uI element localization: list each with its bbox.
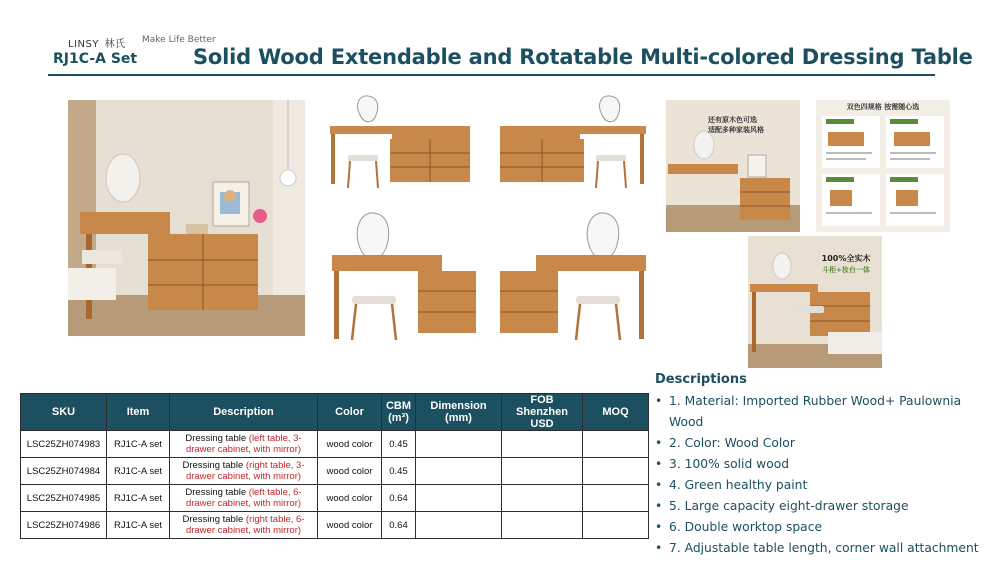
cell-item: RJ1C-A set <box>107 458 170 485</box>
inset-text-2: 适配多种家装风格 <box>708 126 764 134</box>
cell-sku: LSC25ZH074983 <box>21 431 107 458</box>
header-color: Color <box>318 394 382 431</box>
descriptions-list <box>655 391 985 559</box>
list-item: • 7. Adjustable table length, corner wall attachment <box>655 538 985 559</box>
cell-sku: LSC25ZH074986 <box>21 512 107 539</box>
cell-item: RJ1C-A set <box>107 431 170 458</box>
cell-item: RJ1C-A set <box>107 485 170 512</box>
cell-moq <box>583 485 649 512</box>
header-description: Description <box>170 394 318 431</box>
brand-logo <box>68 35 126 50</box>
desc-detail: (left table, 3-drawer cabinet, with mirror) <box>185 433 302 455</box>
header-cbm: CBM (m³) <box>382 394 416 431</box>
cell-dimension <box>416 512 502 539</box>
page-title: Solid Wood Extendable and Rotatable Multi-colored Dressing Table <box>193 45 973 69</box>
inset-tag-sub: 斗柜+妆台一体 <box>822 266 870 274</box>
cell-dimension <box>416 458 502 485</box>
header-sku: SKU <box>21 394 107 431</box>
cell-moq <box>583 458 649 485</box>
list-item: • 4. Green healthy paint <box>655 475 985 496</box>
header-dimension: Dimension (mm) <box>416 394 502 431</box>
cell-dimension <box>416 431 502 458</box>
desc-main: Dressing table <box>185 433 247 444</box>
header-item: Item <box>107 394 170 431</box>
cell-fob <box>502 431 583 458</box>
desc-main: Dressing table <box>182 460 244 471</box>
desc-detail: (left table, 6-drawer cabinet, with mirror) <box>185 487 302 509</box>
list-item: • 1. Material: Imported Rubber Wood+ Paulownia Wood <box>655 391 985 433</box>
inset-text-1: 还有原木色可选 <box>708 116 757 124</box>
cell-color: wood color <box>318 431 382 458</box>
cell-cbm: 0.64 <box>382 512 416 539</box>
cell-color: wood color <box>318 512 382 539</box>
table-header-row <box>21 394 649 431</box>
inset-title: 双色四规格 按需随心选 <box>846 103 920 111</box>
table-row <box>21 431 649 458</box>
list-item: • 2. Color: Wood Color <box>655 433 985 454</box>
cell-description <box>170 458 318 485</box>
brand-name-cn: 林氏 <box>104 39 126 50</box>
product-spec-table <box>20 393 649 539</box>
cell-fob <box>502 512 583 539</box>
cell-sku: LSC25ZH074985 <box>21 485 107 512</box>
product-image-right-6-drawer <box>498 208 648 344</box>
cell-description <box>170 512 318 539</box>
cell-item: RJ1C-A set <box>107 512 170 539</box>
desc-main: Dressing table <box>185 487 247 498</box>
cell-cbm: 0.45 <box>382 431 416 458</box>
list-item: • 5. Large capacity eight-drawer storage <box>655 496 985 517</box>
cell-cbm: 0.45 <box>382 458 416 485</box>
inset-tag: 100%全实木 <box>821 254 871 263</box>
inset-spec-chart <box>816 100 950 232</box>
desc-detail: (right table, 3-drawer cabinet, with mirror) <box>185 460 305 482</box>
cell-cbm: 0.64 <box>382 485 416 512</box>
product-image-left-3-drawer <box>328 93 480 190</box>
brand-name: LINSY <box>68 39 99 50</box>
table-row <box>21 485 649 512</box>
table-row <box>21 458 649 485</box>
header-fob: FOB Shenzhen USD <box>502 394 583 431</box>
cell-color: wood color <box>318 485 382 512</box>
cell-dimension <box>416 485 502 512</box>
brand-slogan: Make Life Better <box>142 35 216 45</box>
cell-description <box>170 431 318 458</box>
table-row <box>21 512 649 539</box>
inset-photo-room <box>666 100 800 232</box>
list-item: • 6. Double worktop space <box>655 517 985 538</box>
set-code: RJ1C-A Set <box>53 51 138 67</box>
cell-color: wood color <box>318 458 382 485</box>
cell-sku: LSC25ZH074984 <box>21 458 107 485</box>
product-image-left-6-drawer <box>330 208 478 344</box>
descriptions-title: Descriptions <box>655 372 747 387</box>
desc-detail: (right table, 6-drawer cabinet, with mirror) <box>185 514 305 536</box>
desc-main: Dressing table <box>182 514 244 525</box>
cell-fob <box>502 458 583 485</box>
cell-fob <box>502 485 583 512</box>
header-moq: MOQ <box>583 394 649 431</box>
product-image-right-3-drawer <box>498 93 648 190</box>
cell-description <box>170 485 318 512</box>
inset-photo-corner <box>748 236 882 368</box>
room-photo-main <box>68 100 305 336</box>
list-item: • 3. 100% solid wood <box>655 454 985 475</box>
cell-moq <box>583 512 649 539</box>
cell-moq <box>583 431 649 458</box>
title-divider <box>48 74 935 76</box>
